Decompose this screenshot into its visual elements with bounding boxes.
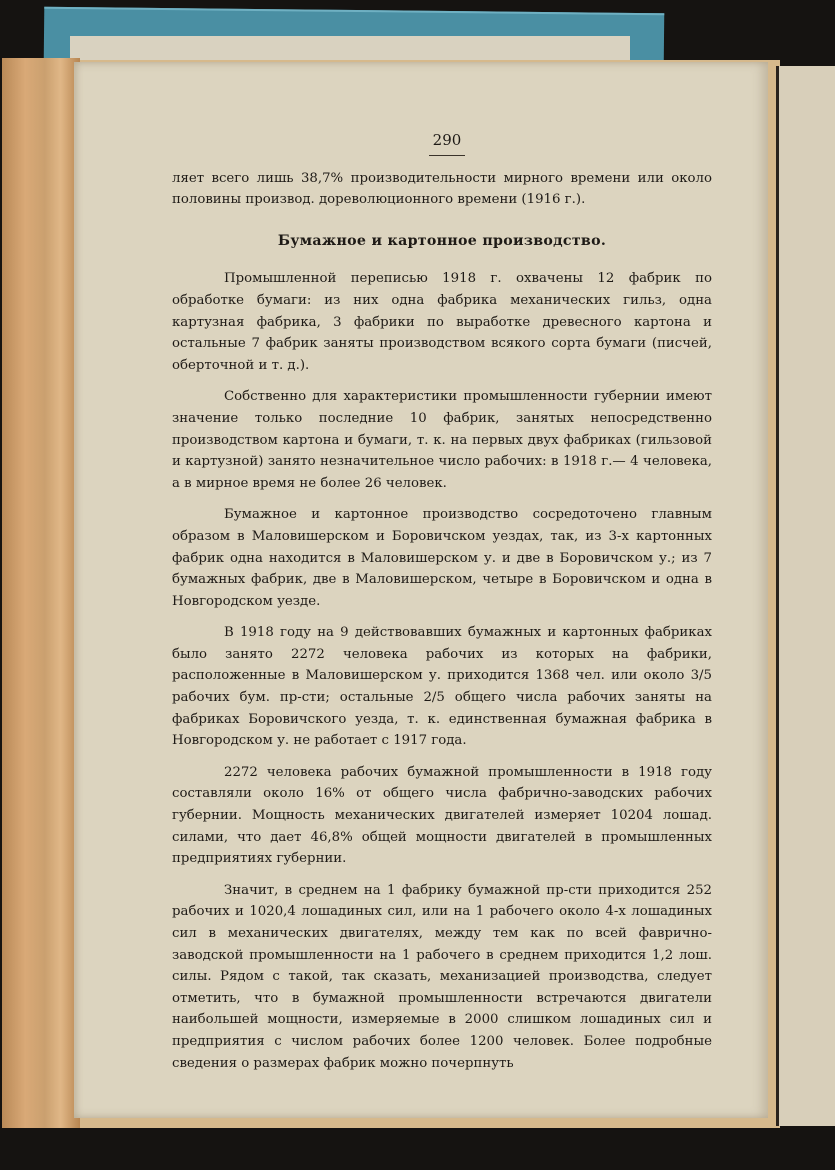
paragraph: Бумажное и картонное производство сосредоточено главным образом в Маловишерском и Боровичском уездах, так, из 3-х картонных фабрик одна находится в Маловишерском у. и две в Боровичском у.; из 7 бумажных фабрик, две в Маловишерском, четыре в Боровичском и одна в Новгородском уезде. <box>172 507 712 609</box>
section-title: Бумажное и картонное производство. <box>277 232 607 249</box>
paragraph: 2272 человека рабочих бумажной промышленности в 1918 году составляли около 16% от общего числа фабрично-заводских рабочих губернии. Мощность механических двигателей измеряет 10204 лошад. силами, что дает 46,8% общей мощности двигателей в промышленных предприятиях губернии. <box>172 764 712 867</box>
page-number: 290 <box>172 130 712 156</box>
page-text <box>172 130 712 1084</box>
adjacent-page-edge <box>776 66 835 1126</box>
paragraph: В 1918 году на 9 действовавших бумажных и картонных фабриках было занято 2272 человека рабочих из которых на фабрики, расположенные в Маловишерском у. приходится 1368 чел. или около 3/5 рабочих бум. пр-сти; остальные 2/5 общего числа рабочих заняты на фабриках Боровичского уезда, т. к. единственная бумажная фабрика в Новгородском у. не работает с 1917 года. <box>172 625 712 749</box>
book-spine <box>2 58 80 1128</box>
continuation-paragraph: ляет всего лишь 38,7% производительности мирного времени или около половины производ. дореволюционного времени (1916 г.). <box>172 170 712 208</box>
paragraph: Собственно для характеристики промышленности губернии имеют значение только последние 10 фабрик, занятых непосредственно производством картона и бумаги, т. к. на первых двух фабриках (гильзовой и картузной) занято незначительное число рабочих: в 1918 г.— 4 человека, а в мирное время не более 26 человек. <box>172 389 712 491</box>
paragraph: Значит, в среднем на 1 фабрику бумажной пр-сти приходится 252 рабочих и 1020,4 лошадиных сил, или на 1 рабочего около 4-х лошадиных сил в механических двигателях, между тем как по всей фаврично-заводской промышленности на 1 рабочего в среднем приходится 1,2 лош. силы. Рядом с такой, так сказать, механизацией производства, следует отметить, что в бумажной промышленности встречаются двигатели наибольшей мощности, измеряемые в 2000 слишком лошадиных сил и предприятия с числом рабочих более 1200 человек. Более подробные сведения о размерах фабрик можно почерпнуть <box>172 882 712 1071</box>
paragraph: Промышленной переписью 1918 г. охвачены 12 фабрик по обработке бумаги: из них одна фабрика механических гильз, одна картузная фабрика, 3 фабрики по выработке древесного картона и остальные 7 фабрик заняты производством всякого сорта бумаги (писчей, оберточной и т. д.). <box>172 271 712 373</box>
